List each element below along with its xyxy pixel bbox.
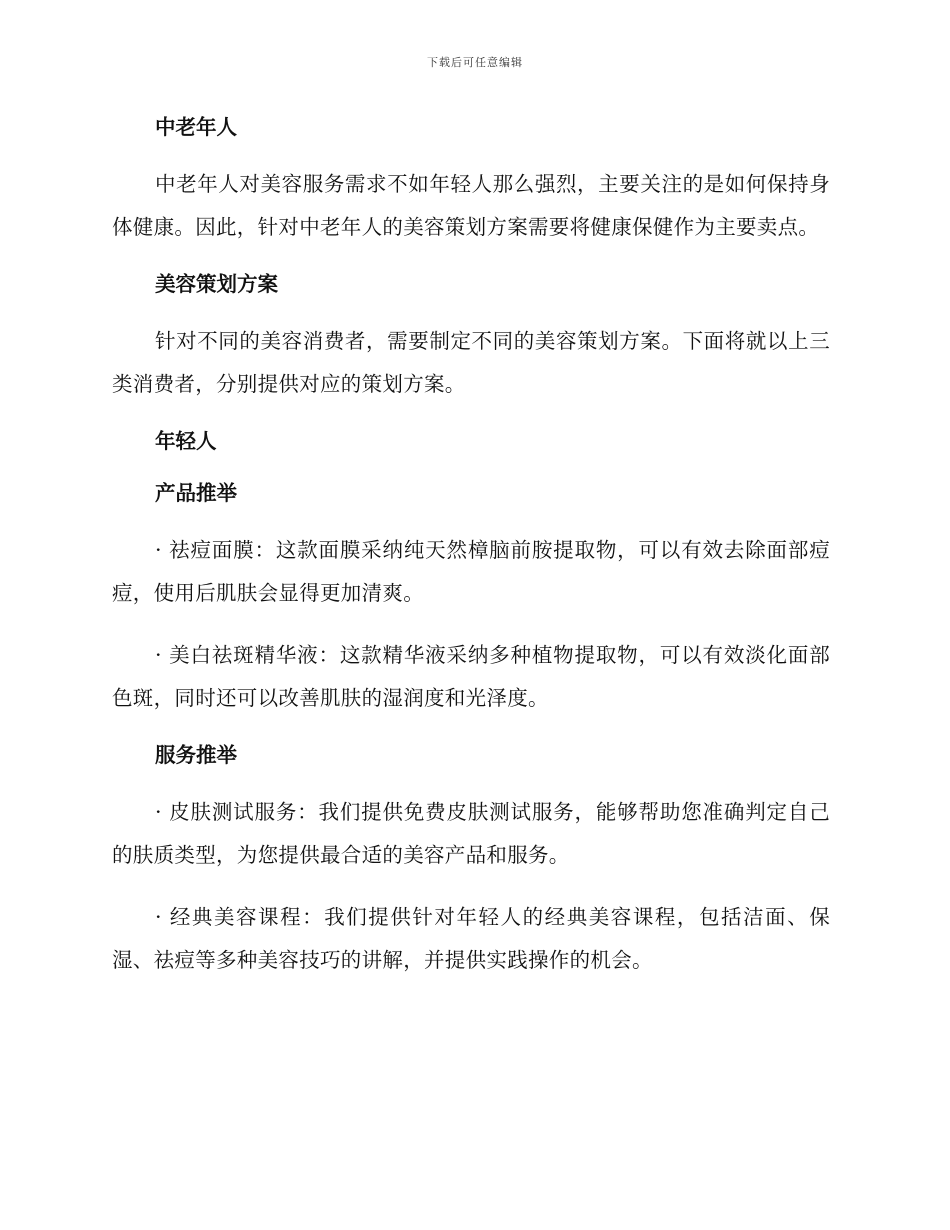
heading-product-recommendation: 产品推举 xyxy=(155,481,237,505)
paragraph-beauty-plan: 针对不同的美容消费者，需要制定不同的美容策划方案。下面将就以上三类消费者，分别提供对应的策划方案。 xyxy=(112,329,830,396)
paragraph-elderly: 中老年人对美容服务需求不如年轻人那么强烈，主要关注的是如何保持身体健康。因此，针对中老年人的美容策划方案需要将健康保健作为主要卖点。 xyxy=(112,172,830,239)
list-item-product-1: · 祛痘面膜：这款面膜采纳纯天然樟脑前胺提取物，可以有效去除面部痘痘，使用后肌肤会显得更加清爽。 xyxy=(112,538,830,605)
heading-service-recommendation: 服务推举 xyxy=(155,743,237,767)
heading-elderly: 中老年人 xyxy=(155,115,237,139)
header-note: 下载后可任意编辑 xyxy=(427,56,523,69)
heading-young: 年轻人 xyxy=(155,429,217,453)
heading-beauty-plan: 美容策划方案 xyxy=(155,272,278,296)
list-item-service-2: · 经典美容课程：我们提供针对年轻人的经典美容课程，包括洁面、保湿、祛痘等多种美容技巧的讲解，并提供实践操作的机会。 xyxy=(112,905,830,972)
list-item-product-2: · 美白祛斑精华液：这款精华液采纳多种植物提取物，可以有效淡化面部色斑，同时还可以改善肌肤的湿润度和光泽度。 xyxy=(112,643,830,710)
document-body xyxy=(112,111,830,981)
list-item-service-1: · 皮肤测试服务：我们提供免费皮肤测试服务，能够帮助您准确判定自己的肤质类型，为您提供最合适的美容产品和服务。 xyxy=(112,800,830,867)
